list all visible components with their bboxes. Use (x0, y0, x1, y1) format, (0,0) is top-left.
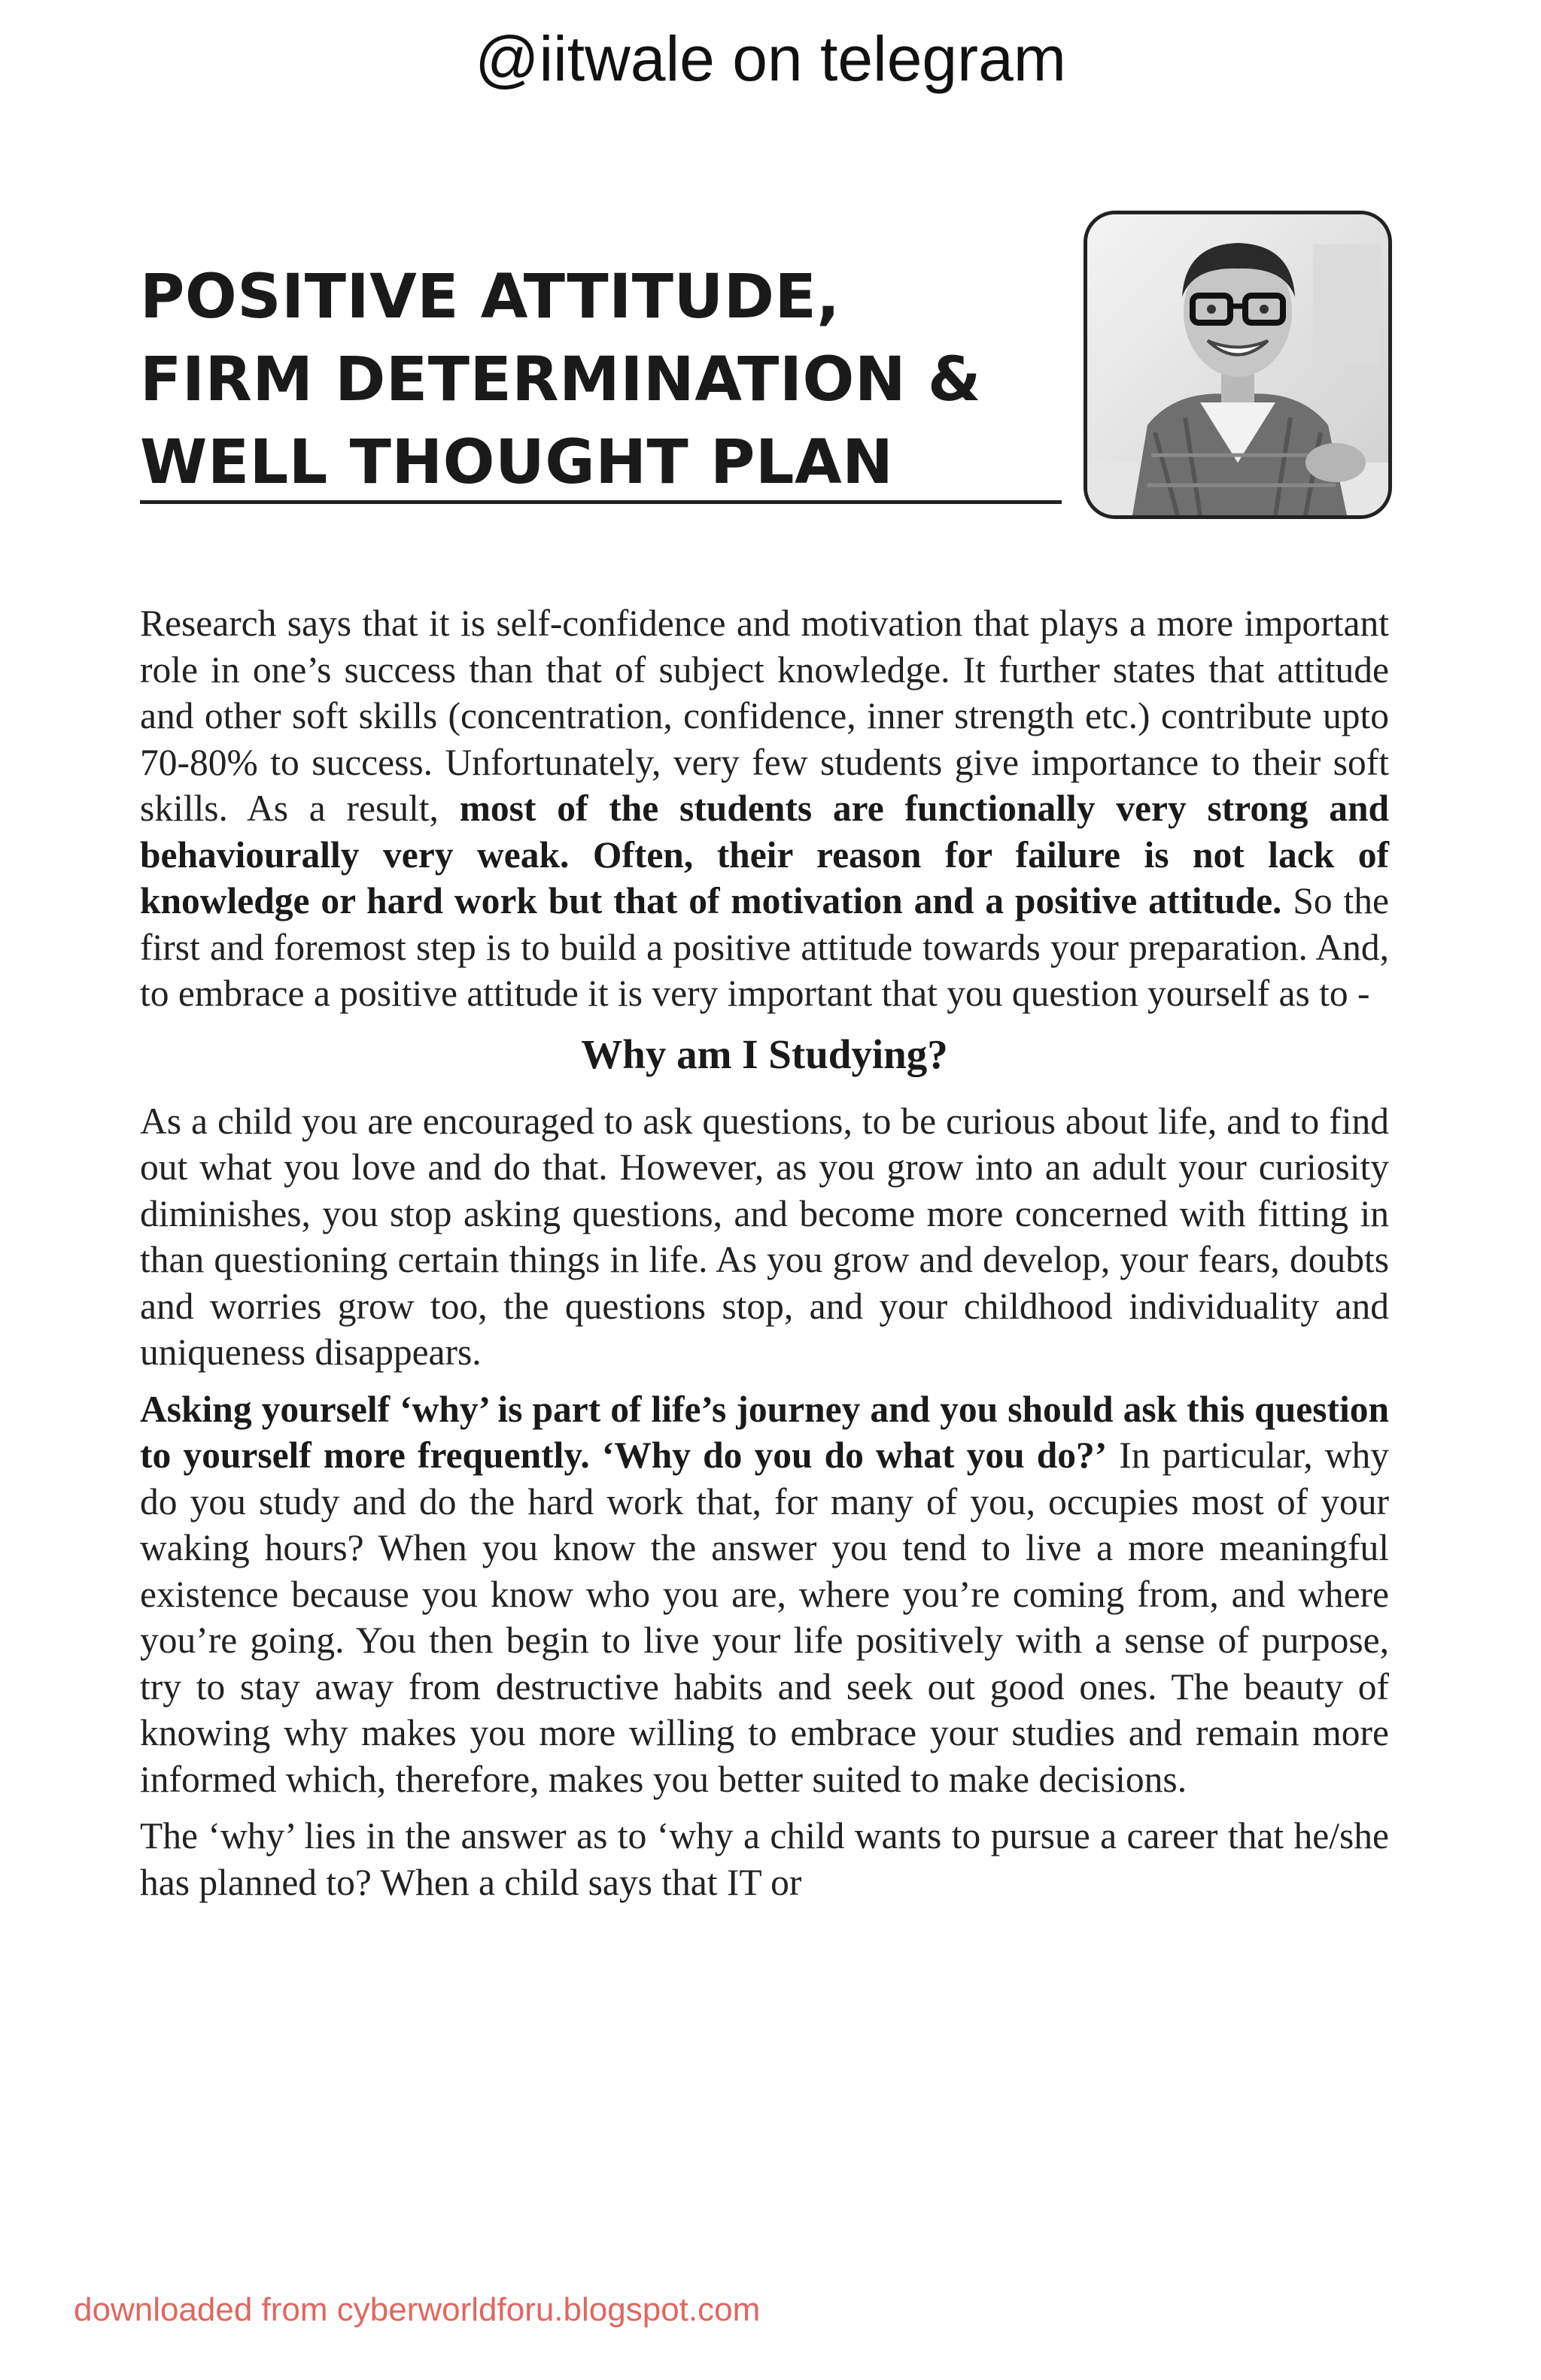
intro-bold-text: most of the students are functionally very strong and behaviourally very weak. Often, their reason for failure is not lack of knowledge or hard work but that of motivation and a positive attitude. (140, 788, 1390, 921)
why-paragraph (140, 1386, 1389, 1803)
title-line-3: WELL THOUGHT PLAN (140, 427, 894, 498)
title-line-1: POSITIVE ATTITUDE, (140, 262, 840, 332)
article-body (140, 600, 1389, 1916)
intro-text-2: So the first and foremost step is to build a positive attitude towards your preparation. And, to embrace a positive attitude it is very important that you question yourself as to - (140, 880, 1389, 1014)
why-bold-text: Asking yourself ‘why’ is part of life’s journey and you should ask this question to yourself more frequently. ‘Why do you do what you do?’ (140, 1388, 1389, 1476)
child-photo (1084, 211, 1392, 519)
why-text: In particular, why do you study and do the hard work that, for many of you, occupies most of your waking hours? When you know the answer you tend to live a more meaningful existence because you know who you are, where you’re coming from, and where you’re going. You then begin to live your life positively with a sense of purpose, try to stay away from destructive habits and seek out good ones. The beauty of knowing why makes you more willing to embrace your studies and remain more informed which, therefore, makes you better suited to make decisions. (140, 1434, 1389, 1800)
child-photo-icon (1087, 214, 1388, 515)
career-paragraph: The ‘why’ lies in the answer as to ‘why a child wants to pursue a career that he/she has planned to? When a child says that IT or (140, 1815, 1389, 1903)
intro-text-1: Research says that it is self-confidence and motivation that plays a more important role in one’s success than that of subject knowledge. It further states that attitude and other soft skills (concentration, confidence, inner strength etc.) contribute upto 70-80% to success. Unfortunately, very few students give importance to their soft skills. As a result, (140, 603, 1389, 829)
title-underline (140, 500, 1062, 504)
section-heading: Why am I Studying? (581, 1031, 948, 1077)
telegram-watermark: @iitwale on telegram (475, 23, 1066, 94)
download-watermark: downloaded from cyberworldforu.blogspot.com (74, 2291, 761, 2328)
title-line-2: FIRM DETERMINATION & (140, 345, 981, 415)
page-title (140, 256, 1065, 504)
intro-paragraph (140, 600, 1389, 1017)
curiosity-paragraph: As a child you are encouraged to ask questions, to be curious about life, and to find out what you love and do that. However, as you grow into an adult your curiosity diminishes, you stop asking questions, and become more concerned with fitting in than questioning certain things in life. As you grow and develop, your fears, doubts and worries grow too, the questions stop, and your childhood individuality and uniqueness disappears. (140, 1100, 1389, 1373)
